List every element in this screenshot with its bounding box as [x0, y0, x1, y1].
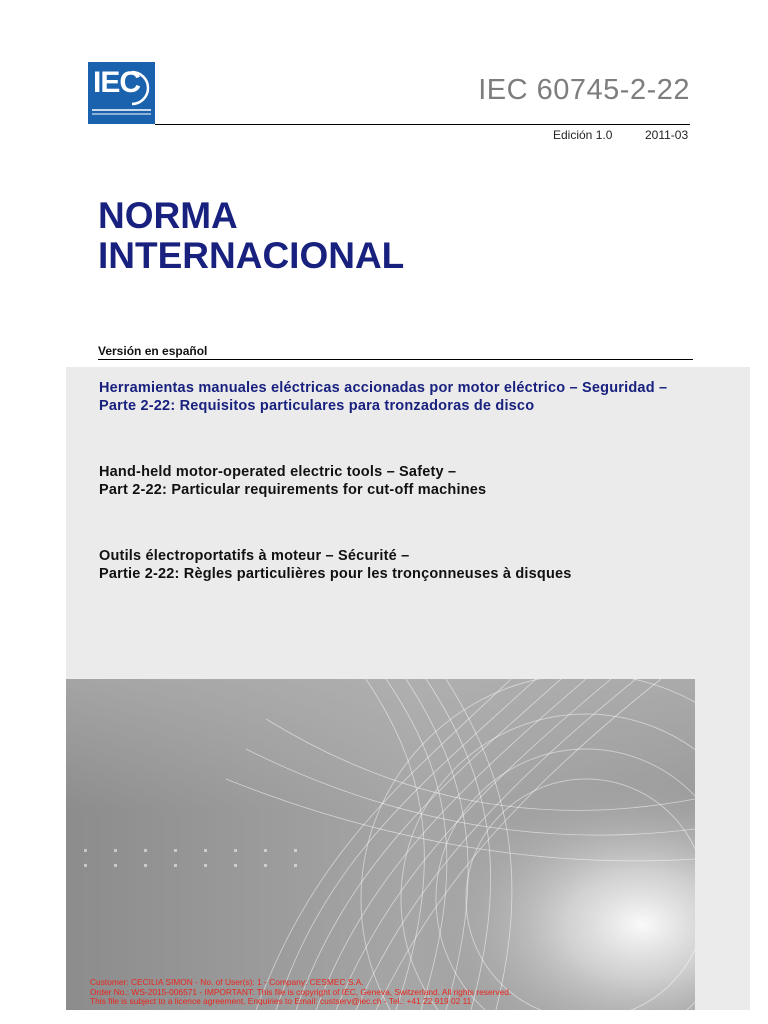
notice-line-1: Customer: CECILIA SIMON - No. of User(s): 1 - Company: CESMEC S.A. [90, 977, 364, 987]
notice-line-3: This file is subject to a licence agreement. Enquiries to Email: custserv@iec.ch - Tel.: +41 22 919 02 11 [90, 996, 472, 1007]
title-spanish-line-2: Parte 2-22: Requisitos particulares para tronzadoras de disco [99, 398, 535, 414]
edition-label: Edición 1.0 [553, 128, 613, 142]
title-english [99, 463, 486, 499]
cover-graphic [66, 679, 695, 1010]
notice-line-2: Order No.: WS-2015-006571 - IMPORTANT: This file is copyright of IEC, Geneva, Switzerland. All rights reserved. [90, 986, 512, 997]
title-spanish-line-1: Herramientas manuales eléctricas accionadas por motor eléctrico – Seguridad – [99, 380, 668, 396]
title-line-2: INTERNACIONAL [98, 235, 405, 276]
document-number: IEC 60745-2-22 [478, 74, 690, 106]
title-french [99, 547, 572, 583]
title-spanish [99, 379, 667, 415]
version-label: Versión en español [98, 344, 208, 358]
header-divider [155, 124, 690, 125]
page-title [98, 196, 598, 276]
title-english-line-1: Hand-held motor-operated electric tools – Safety – [99, 464, 457, 480]
logo-text: IEC [93, 66, 141, 99]
licence-notice [90, 978, 690, 1007]
edition-date: 2011-03 [645, 128, 689, 142]
title-english-line-2: Part 2-22: Particular requirements for cut-off machines [99, 482, 487, 498]
iec-logo [88, 62, 155, 124]
title-french-line-1: Outils électroportatifs à moteur – Sécurité – [99, 548, 410, 564]
title-french-line-2: Partie 2-22: Règles particulières pour les tronçonneuses à disques [99, 566, 572, 582]
title-line-1: NORMA [98, 195, 238, 236]
version-divider [98, 359, 693, 360]
